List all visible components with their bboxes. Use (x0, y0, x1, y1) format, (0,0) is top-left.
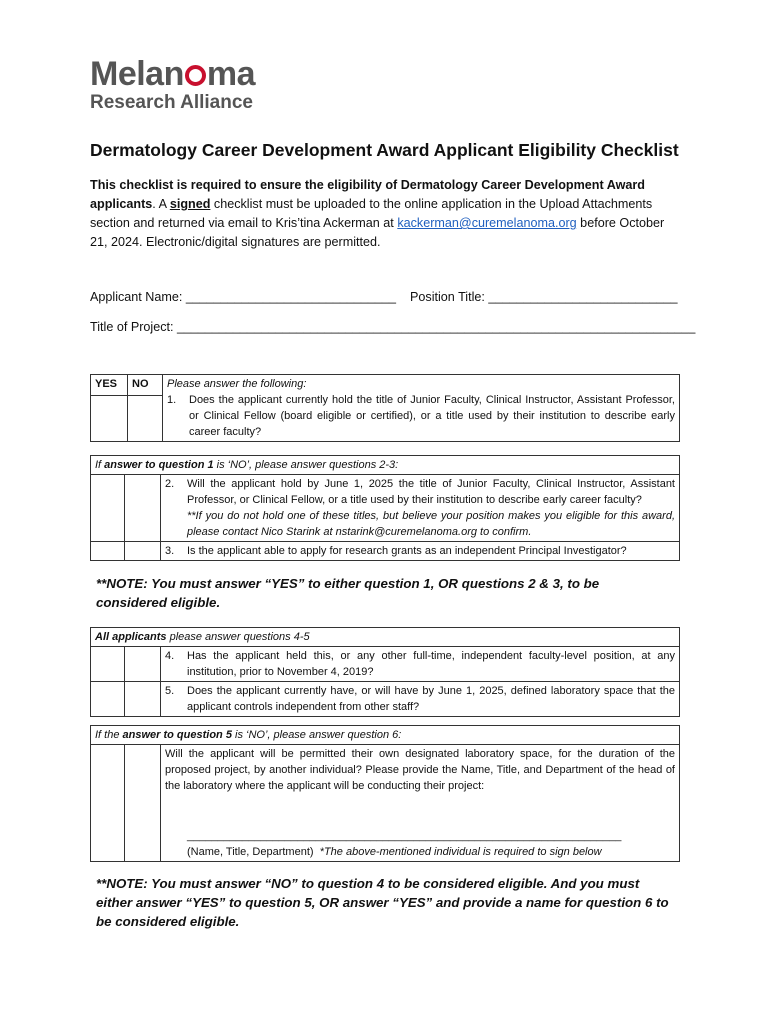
q3-number: 3. (165, 545, 175, 557)
note-1: **NOTE: You must answer “YES” to either question 1, OR questions 2 & 3, to be considered eligible. (96, 576, 600, 610)
t4-hdr-pre: If the (95, 729, 123, 741)
position-title-field[interactable]: Position Title: ___________________________ (410, 290, 678, 304)
q5-yes-box[interactable] (91, 682, 125, 717)
question-2 (165, 476, 675, 508)
logo-ring-icon (185, 65, 206, 86)
intro-signed: signed (169, 197, 211, 211)
q3-text: Is the applicant able to apply for research grants as an independent Principal Investigator? (187, 545, 627, 557)
table4-header (91, 726, 680, 745)
question-4-cell (161, 647, 680, 682)
q2-number: 2. (165, 478, 175, 490)
melanoma-research-alliance-logo (90, 56, 255, 113)
logo-subtitle: Research Alliance (90, 92, 253, 113)
q5-text: Does the applicant currently have, or will have by June 1, 2025, defined laboratory space that the applicant controls independent from other staff? (187, 685, 675, 713)
applicant-name-field[interactable]: Applicant Name: ______________________________ (90, 290, 397, 304)
question-3-cell (161, 542, 680, 561)
q3-no-box[interactable] (125, 542, 161, 561)
q6-no-box[interactable] (125, 745, 161, 862)
q2-note-text: **If you do not hold one of these titles, but believe your position makes you eligible for this award, please contact Nico Starink at nstarink@curemelanoma.org to confirm. (187, 510, 675, 538)
table2-header (91, 456, 680, 475)
questions-4-5-table (90, 627, 680, 717)
logo-text-b: ma (206, 55, 255, 93)
sig-note: *The above-mentioned individual is required to sign below (319, 846, 602, 858)
table1-header: Please answer the following: (167, 378, 307, 390)
sig-label: (Name, Title, Department) (187, 846, 314, 858)
intro-text-2: checklist must be uploaded to the online application in the Upload Attachments section and returned via email to Kris’tina Ackerman at (90, 197, 653, 230)
q4-no-box[interactable] (125, 647, 161, 682)
question-3 (165, 543, 675, 559)
question-5 (165, 683, 675, 715)
t4-hdr-post: is ‘NO’, please answer question 6: (231, 729, 402, 741)
email-link[interactable]: kackerman@curemelanoma.org (397, 216, 577, 230)
q4-number: 4. (165, 650, 175, 662)
q2-no-box[interactable] (125, 475, 161, 542)
logo-text-a: Melan (90, 55, 184, 93)
question-1-table (90, 374, 680, 442)
q1-no-box[interactable] (128, 396, 163, 442)
t2-hdr-bold: answer to question 1 (104, 459, 214, 471)
intro-bold: This checklist is required to ensure the eligibility of Dermatology Career Development Award applicants (90, 178, 645, 211)
intro-text-3: before October 21, 2024. Electronic/digital signatures are permitted. (90, 216, 665, 249)
q2-yes-box[interactable] (91, 475, 125, 542)
signature-caption (165, 844, 675, 860)
q6-text: Will the applicant will be permitted their own designated laboratory space, for the duration of the proposed project, by another individual? Please provide the Name, Title, and Department of the head of the laboratory where the applicant will be conducting their project: (165, 748, 675, 792)
note-2: **NOTE: You must answer “NO” to question 4 to be considered eligible. And you must either answer “YES” to question 5, OR answer “YES” and provide a name for question 6 to be considered eligible. (96, 876, 669, 929)
q5-no-box[interactable] (125, 682, 161, 717)
q1-yes-box[interactable] (91, 396, 128, 442)
intro-text-1: . A (152, 197, 170, 211)
signature-line[interactable]: _______________________________________________________________________ (187, 830, 622, 842)
no-header: NO (128, 375, 163, 396)
t3-hdr-bold: All applicants (95, 631, 167, 643)
question-2-cell (161, 475, 680, 542)
q4-text: Has the applicant held this, or any other full-time, independent faculty-level position, at any institution, prior to November 4, 2019? (187, 650, 675, 678)
q5-number: 5. (165, 685, 175, 697)
yes-header: YES (91, 375, 128, 396)
q3-yes-box[interactable] (91, 542, 125, 561)
question-1-cell (163, 375, 680, 442)
table3-header (91, 628, 680, 647)
questions-2-3-table (90, 455, 680, 561)
question-1 (167, 392, 675, 440)
q2-text: Will the applicant hold by June 1, 2025 the title of Junior Faculty, Clinical Instructor, Assistant Professor, or Clinical Fellow, or a title used by their institution to describe early career faculty? (187, 478, 675, 506)
project-title-field[interactable]: Title of Project: __________________________________________________________________________ (90, 320, 696, 334)
q4-yes-box[interactable] (91, 647, 125, 682)
logo-wordmark (90, 56, 255, 92)
question-2-note (165, 508, 675, 540)
t3-hdr-post: please answer questions 4-5 (166, 631, 310, 643)
intro-paragraph (90, 176, 680, 252)
question-4 (165, 648, 675, 680)
q1-number: 1. (167, 394, 177, 406)
question-5-cell (161, 682, 680, 717)
question-6-table (90, 725, 680, 862)
q1-text: Does the applicant currently hold the title of Junior Faculty, Clinical Instructor, Assistant Professor, or Clinical Fellow (board eligible or certified), or a title used by their institution to describe early career faculty? (189, 394, 675, 438)
page-title: Dermatology Career Development Award Applicant Eligibility Checklist (90, 140, 679, 160)
question-6-cell (161, 745, 680, 862)
t2-hdr-post: is ‘NO’, please answer questions 2-3: (213, 459, 399, 471)
q6-yes-box[interactable] (91, 745, 125, 862)
t4-hdr-bold: answer to question 5 (122, 729, 232, 741)
t2-hdr-pre: If (95, 459, 105, 471)
